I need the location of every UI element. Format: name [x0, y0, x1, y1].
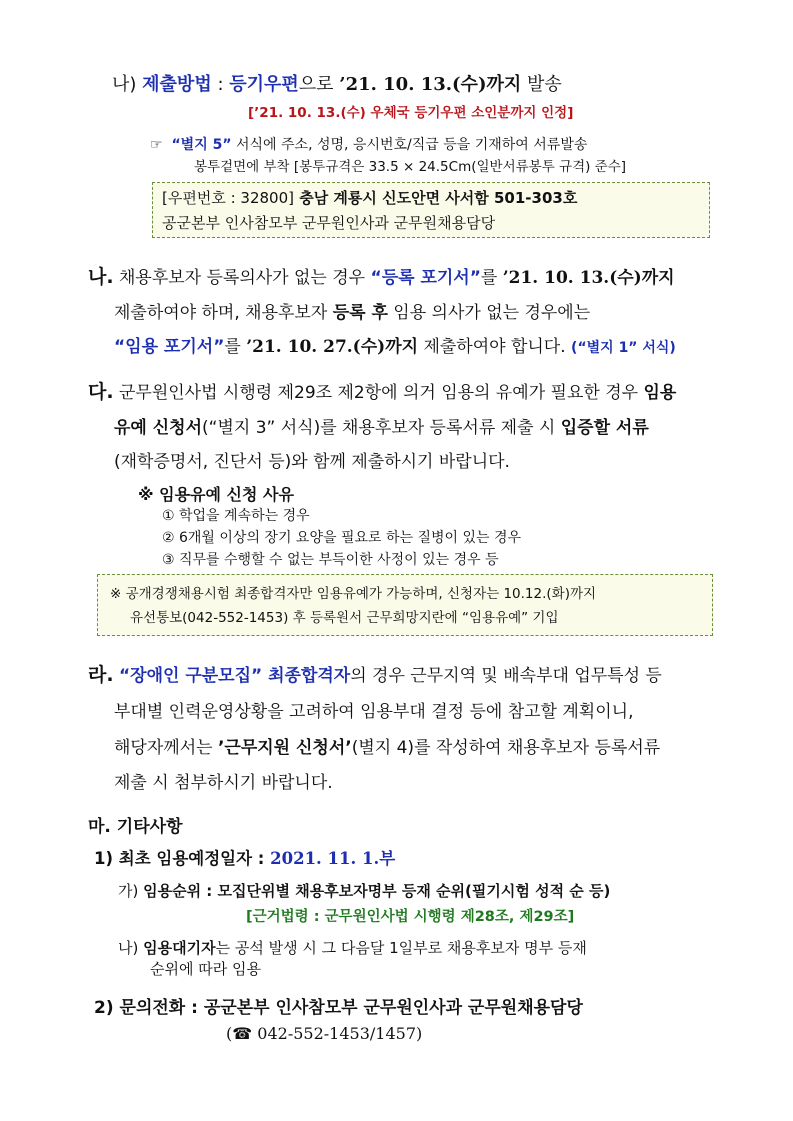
section-ra-line3 — [114, 733, 660, 758]
text: 를 — [224, 337, 247, 357]
pointing-hand-icon: ☞ — [150, 137, 163, 153]
phone-icon: ☎ — [232, 1024, 253, 1043]
attachment5-text1: 서식에 주소, 성명, 응시번호/직급 등을 기재하여 서류발송 — [231, 137, 588, 153]
text: (“별지 3” 서식)를 채용후보자 등록서류 제출 시 — [202, 418, 561, 438]
submit-deadline: ’21. 10. 13.(수)까지 — [339, 74, 522, 95]
appointment-order-line — [118, 880, 610, 901]
first-appointment-date: 2021. 11. 1.부 — [270, 849, 396, 868]
attachment5-line1 — [150, 134, 587, 154]
text: 를 — [480, 268, 503, 288]
section-ra-line1 — [88, 660, 662, 687]
attachment5-line2: 봉투겉면에 부착 [봉투규격은 33.5 × 24.5Cm(일반서류봉투 규격) 준수] — [194, 159, 627, 175]
submit-method-line — [112, 70, 562, 96]
first-appointment-date-line — [94, 845, 395, 869]
zip-code: [우편번호 : 32800] — [162, 189, 294, 207]
submit-method-title: 제출방법 — [142, 74, 212, 95]
section-na-line1 — [88, 262, 675, 289]
after-registration: 등록 후 — [332, 303, 388, 323]
send-text: 발송 — [521, 74, 562, 95]
attachment5-name: “별지 5” — [171, 137, 232, 153]
text: 제출하여야 하며, 채용후보자 — [114, 303, 333, 323]
deferral-reasons-title: ※ 임용유예 신청 사유 — [138, 485, 294, 504]
na-label: 나) — [118, 939, 144, 957]
waiting-line1 — [118, 937, 587, 958]
deferral-bold: 임용 — [643, 383, 677, 403]
section-na-line3 — [114, 332, 676, 357]
deferral-reason-2: ② 6개월 이상의 장기 요양을 필요로 하는 질병이 있는 경우 — [162, 530, 522, 546]
section-da-line1 — [88, 377, 676, 404]
appointment-order: 임용순위 : 모집단위별 채용후보자명부 등재 순위(필기시험 성적 순 등) — [143, 882, 611, 900]
legal-basis: [근거법령 : 군무원인사법 시행령 제28조, 제29조] — [246, 909, 575, 925]
section-na-line2 — [114, 298, 590, 323]
section-da-line2 — [114, 413, 649, 438]
inquiry-line: 2) 문의전화 : 공군본부 인사참모부 군무원인사과 군무원채용담당 — [94, 998, 583, 1018]
waiting-appointee: 임용대기자 — [143, 939, 216, 957]
section-ma-title: 마. 기타사항 — [88, 817, 183, 837]
deferral-note-line1: ※ 공개경쟁채용시험 최종합격자만 임용유예가 가능하며, 신청자는 10.12.(화)까지 — [110, 586, 597, 602]
submit-method-label: 나) — [112, 74, 137, 95]
registration-waiver: “등록 포기서” — [370, 268, 481, 288]
phone-line — [226, 1024, 422, 1043]
section-ra-line2: 부대별 인력운영상황을 고려하여 임용부대 결정 등에 참고할 계획이니, — [114, 702, 634, 722]
section-na-label: 나. — [88, 266, 114, 288]
text: 의 경우 근무지역 및 배속부대 업무특성 등 — [350, 666, 662, 686]
text: 군무원인사법 시행령 제29조 제2항에 의거 임용의 유예가 필요한 경우 — [118, 383, 644, 403]
section-ra-line4: 제출 시 첨부하시기 바랍니다. — [114, 773, 333, 793]
deferral-note-line2: 유선통보(042-552-1453) 후 등록원서 근무희망지란에 “임용유예” 기입 — [130, 610, 559, 626]
text: 임용 의사가 없는 경우에는 — [387, 303, 591, 323]
proof-documents: 입증할 서류 — [560, 418, 649, 438]
euro-text: 으로 — [298, 74, 340, 95]
waiting-line2: 순위에 따라 임용 — [150, 960, 261, 978]
ga-label: 가) — [118, 882, 144, 900]
section-ra-label: 라. — [88, 664, 114, 686]
deferral-reason-3: ③ 직무를 수행할 수 없는 부득이한 사정이 있는 경우 등 — [162, 552, 499, 568]
postmark-note: [’21. 10. 13.(수) 우체국 등기우편 소인분까지 인정] — [248, 105, 574, 121]
registered-mail: 등기우편 — [229, 74, 299, 95]
section-da-line3: (재학증명서, 진단서 등)와 함께 제출하시기 바랍니다. — [114, 452, 510, 472]
phone-number: 042-552-1453/1457) — [252, 1024, 423, 1043]
disabled-finalist: “장애인 구분모집” 최종합격자 — [118, 666, 351, 686]
section-da-label: 다. — [88, 381, 114, 403]
colon: : — [211, 74, 230, 95]
text: (별지 4)를 작성하여 채용후보자 등록서류 — [351, 738, 661, 758]
paren: ( — [226, 1024, 233, 1043]
work-support-application: ’근무지원 신청서’ — [217, 738, 352, 758]
address-line — [162, 187, 577, 208]
first-appointment-label: 1) 최초 임용예정일자 : — [94, 849, 271, 868]
deferral-application: 유예 신청서 — [114, 418, 203, 438]
text: 해당자께서는 — [114, 738, 218, 758]
appointment-waiver: “임용 포기서” — [114, 337, 225, 357]
deferral-reason-1: ① 학업을 계속하는 경우 — [162, 508, 310, 524]
text: 는 공석 발생 시 그 다음달 1일부로 채용후보자 명부 등재 — [215, 939, 587, 957]
attachment1-ref: (“별지 1” 서식) — [571, 340, 676, 356]
address-dept: 공군본부 인사참모부 군무원인사과 군무원채용담당 — [162, 214, 496, 232]
text: 채용후보자 등록의사가 없는 경우 — [118, 268, 371, 288]
appointment-waiver-deadline: ’21. 10. 27.(수)까지 — [246, 337, 419, 357]
text: 제출하여야 합니다. — [418, 337, 572, 357]
address-text: 충남 계룡시 신도안면 사서함 501-303호 — [293, 189, 578, 207]
waiver-deadline: ’21. 10. 13.(수)까지 — [502, 268, 675, 288]
